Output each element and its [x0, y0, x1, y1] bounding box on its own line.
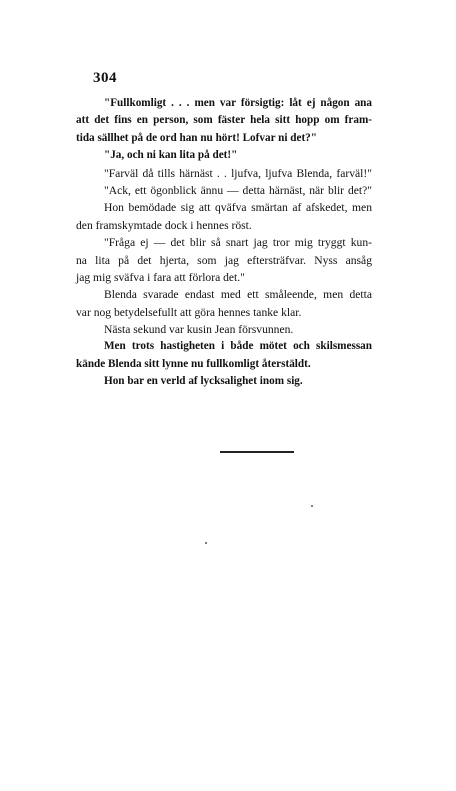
text-line: "Fråga ej — det blir så snart jag tror mig tryggt kun-	[104, 236, 372, 250]
page-number: 304	[93, 70, 117, 86]
text-line: jag mig sväfva i fara att förlora det."	[76, 270, 245, 284]
text-line: Blenda svarade endast med ett småleende, men detta	[104, 288, 372, 302]
print-speck	[205, 542, 207, 544]
text-line: Hon bemödade sig att qväfva smärtan af afskedet, men	[104, 201, 372, 215]
section-divider	[220, 451, 294, 453]
print-speck	[311, 505, 313, 507]
body-text	[76, 95, 372, 391]
text-line: "Ja, och ni kan lita på det!"	[104, 149, 238, 162]
text-line: kände Blenda sitt lynne nu fullkomligt återstäldt.	[76, 357, 311, 370]
text-line: Nästa sekund var kusin Jean försvunnen.	[104, 323, 294, 337]
text-line: na lita på det hjerta, som jag eftersträfvar. Nyss ansåg	[76, 253, 372, 267]
text-line: "Fullkomligt . . . men var försigtig: låt ej någon ana	[104, 97, 372, 109]
text-line: "Farväl då tills härnäst . . ljufva, ljufva Blenda, farväl!"	[104, 166, 372, 180]
text-line: den framskymtade dock i hennes röst.	[76, 218, 252, 232]
text-line: var nog betydelsefullt att göra hennes tanke klar.	[76, 305, 302, 319]
text-line: att det fins en person, som fäster hela sitt hopp om fram-	[76, 114, 372, 127]
text-line: "Ack, ett ögonblick ännu — detta härnäst, när blir det?"	[104, 183, 372, 197]
text-line: Men trots hastigheten i både mötet och skilsmessan	[104, 340, 372, 353]
text-line: Hon bar en verld af lycksalighet inom sig.	[104, 375, 303, 388]
text-line: tida sällhet på de ord han nu hört! Lofvar ni det?"	[76, 131, 317, 144]
